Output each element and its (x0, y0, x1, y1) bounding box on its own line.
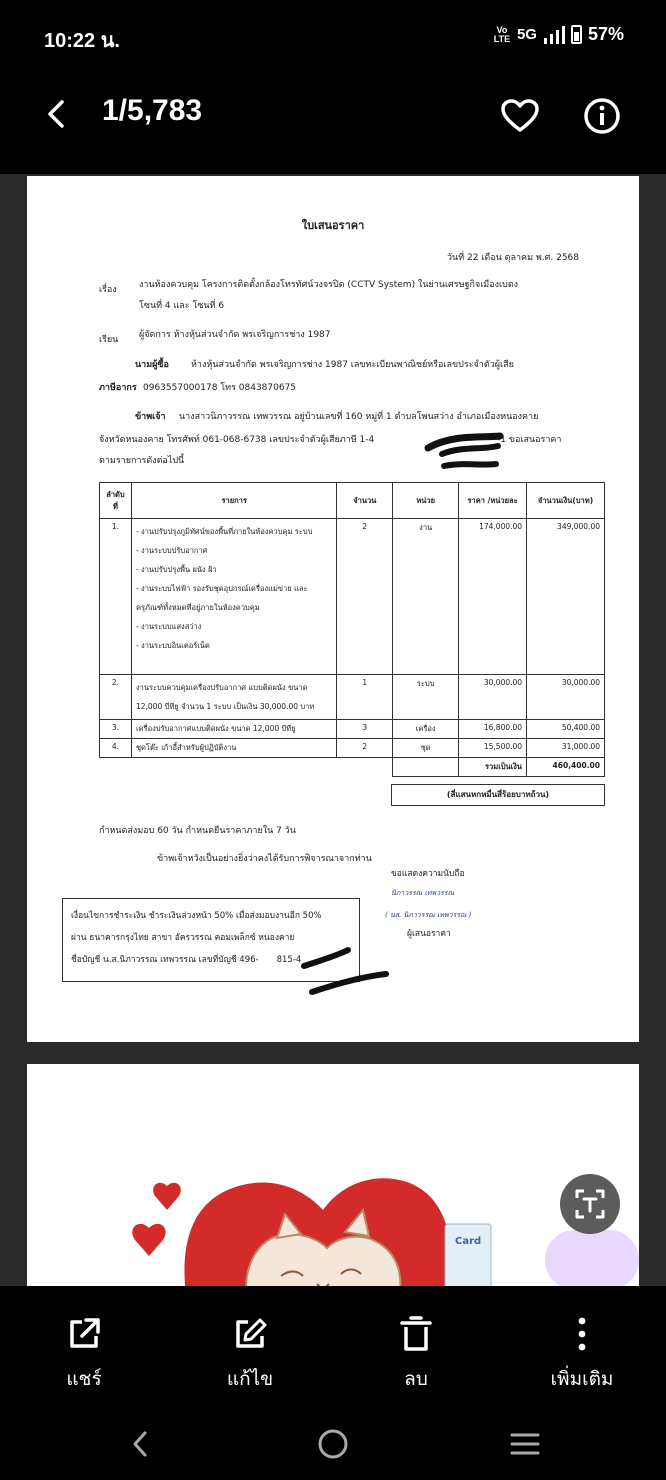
share-icon (66, 1316, 102, 1352)
seller-label: ข้าพเจ้า (135, 412, 166, 422)
closing-hope: ข้าพเจ้าหวังเป็นอย่างยิ่งว่าคงได้รับการพิจารณาจากท่าน (157, 854, 372, 864)
cell-desc: งานระบบควบคุมเครื่องปรับอากาศ แบบติดผนัง ขนาด 12,000 บีทียู จำนวน 1 ระบบ เป็นเงิน 30,000.00 บาท (131, 675, 336, 720)
cell-desc: เครื่องปรับอากาศแบบติดผนัง ขนาด 12,000 บีทียู (131, 720, 336, 739)
battery-level: 57% (587, 24, 624, 44)
cell-qty: 2 (337, 519, 393, 675)
document-page (27, 176, 639, 1042)
table-row (100, 720, 605, 739)
cell-no: 3. (100, 720, 132, 739)
cell-amount: 30,000.00 (527, 675, 605, 720)
cell-no: 2. (100, 675, 132, 720)
viewer-header (0, 76, 666, 174)
cell-no: 4. (100, 739, 132, 758)
total-value: 460,400.00 (527, 758, 605, 777)
doc-date: วันที่ 22 เดือน ตุลาคม พ.ศ. 2568 (446, 253, 579, 263)
cell-qty: 1 (337, 675, 393, 720)
payment-line-3-tail: 815-4 (276, 955, 302, 965)
buyer-line-1: ห้างหุ้นส่วนจำกัด พรเจริญการช่าง 1987 เลขทะเบียนพาณิชย์หรือเลขประจำตัวผู้เสีย (191, 360, 514, 370)
table-row (100, 675, 605, 720)
info-icon (580, 94, 624, 138)
regards-text: ขอแสดงความนับถือ (391, 869, 465, 879)
subject-line-1: งานห้องควบคุม โครงการติดตั้งกล้องโทรทัศน์วงจรปิด (CCTV System) ในย่านเศรษฐกิจเมืองเบตง (139, 280, 519, 290)
subject-label: เรื่อง (99, 285, 117, 295)
favorite-button[interactable] (498, 94, 542, 138)
more-icon (576, 1316, 588, 1352)
cell-unit: งาน (393, 519, 459, 675)
cell-unit: ระบบ (393, 675, 459, 720)
buyer-label: นามผู้ซื้อ (135, 360, 169, 370)
signature: นิภาวรรณ เทพวรรณ (391, 889, 455, 897)
text-extract-button[interactable] (560, 1174, 620, 1234)
cell-price: 30,000.00 (459, 675, 527, 720)
nav-recents-button[interactable] (505, 1424, 545, 1464)
text-scan-icon (574, 1188, 606, 1220)
more-button[interactable] (522, 1314, 642, 1394)
heart-icon (498, 94, 542, 138)
payment-line-2: ผ่าน ธนาคารกรุงไทย สาขา อัครวรรณ คอมเพล็กซ์ หนองคาย (71, 933, 295, 943)
cell-unit: เครื่อง (393, 720, 459, 739)
system-navigation-bar (0, 1402, 666, 1480)
nav-home-icon (317, 1428, 349, 1460)
subject-line-2: โซนที่ 4 และ โซนที่ 6 (139, 301, 225, 311)
nav-back-icon (130, 1430, 150, 1458)
more-label: เพิ่มเติม (550, 1368, 614, 1390)
table-row (100, 739, 605, 758)
battery-icon (571, 25, 582, 44)
assistant-fab[interactable] (545, 1230, 639, 1286)
seller-line-3: ตามรายการดังต่อไปนี้ (99, 456, 185, 466)
th-price: ราคา /หน่วยละ (459, 483, 527, 519)
cell-amount: 349,000.00 (527, 519, 605, 675)
signer-title: ผู้เสนอราคา (407, 929, 451, 939)
nav-home-button[interactable] (313, 1424, 353, 1464)
delete-label: ลบ (404, 1368, 428, 1390)
th-unit: หน่วย (393, 483, 459, 519)
th-qty: จำนวน (337, 483, 393, 519)
to-text: ผู้จัดการ ห้างหุ้นส่วนจำกัด พรเจริญการช่าง 1987 (139, 330, 331, 340)
total-row (100, 758, 605, 777)
nav-recents-icon (509, 1430, 541, 1458)
edit-button[interactable] (190, 1314, 310, 1394)
total-label: รวมเป็นเงิน (459, 758, 527, 777)
image-counter: 1/5,783 (102, 94, 203, 127)
share-button[interactable] (24, 1314, 144, 1394)
status-time: 10:22 น. (44, 30, 120, 52)
cell-price: 15,500.00 (459, 739, 527, 758)
network-type: 5G (516, 26, 537, 43)
buyer-line-2: 0963557000178 โทร 0843870675 (143, 383, 297, 393)
edit-label: แก้ไข (226, 1368, 274, 1390)
status-icons (493, 24, 624, 45)
delete-button[interactable] (356, 1314, 476, 1394)
share-label: แชร์ (66, 1368, 102, 1390)
cell-qty: 3 (337, 720, 393, 739)
nav-back-button[interactable] (120, 1424, 160, 1464)
info-button[interactable] (580, 94, 624, 138)
payment-line-1: เงื่อนไขการชำระเงิน ชำระเงินล่วงหน้า 50% เมื่อส่งมอบงานอีก 50% (71, 911, 322, 921)
total-in-words: (สี่แสนหกหมื่นสี่ร้อยบาทถ้วน) (391, 784, 605, 806)
chevron-left-icon (44, 99, 68, 129)
th-amount: จำนวนเงิน(บาท) (527, 483, 605, 519)
signal-icon (543, 26, 565, 44)
seller-line-1: นางสาวนิภาวรรณ เทพวรรณ อยู่บ้านเลขที่ 160 หมู่ที่ 1 ตำบลโพนสว่าง อำเภอเมืองหนองคาย (179, 412, 539, 422)
image-viewer[interactable] (0, 174, 666, 1286)
th-item: รายการ (131, 483, 336, 519)
cell-amount: 50,400.00 (527, 720, 605, 739)
edit-icon (232, 1316, 268, 1352)
volte-icon: Vo LTE (493, 24, 511, 44)
to-label: เรียน (99, 335, 119, 345)
cell-unit: ชุด (393, 739, 459, 758)
back-button[interactable] (36, 94, 76, 134)
table-row (100, 519, 605, 675)
redaction-scribble-tax (422, 428, 512, 472)
cell-qty: 2 (337, 739, 393, 758)
status-bar (0, 0, 666, 76)
cell-amount: 31,000.00 (527, 739, 605, 758)
card-text: Card (455, 1236, 482, 1247)
payment-line-3: ชื่อบัญชี น.ส.นิภาวรรณ เทพวรรณ เลขที่บัญชี 496- (71, 955, 259, 965)
doc-title: ใบเสนอราคา (301, 219, 365, 232)
bottom-action-bar (0, 1286, 666, 1402)
cell-desc: ชุดโต๊ะ เก้าอี้สำหรับผู้ปฏิบัติงาน (131, 739, 336, 758)
th-no: ลำดับ ที่ (100, 483, 132, 519)
cell-price: 174,000.00 (459, 519, 527, 675)
seller-line-2: จังหวัดหนองคาย โทรศัพท์ 061-068-6738 เลขประจำตัวผู้เสียภาษี 1-4 (99, 435, 375, 445)
signature-paren: ( นส. นิภาวรรณ เทพวรรณ ) (385, 911, 472, 919)
delete-icon (398, 1315, 434, 1353)
cell-desc: - งานปรับปรุงภูมิทัศน์ของพื้นที่ภายในห้องควบคุม ระบบ - งานระบบปรับอากาศ - งานปรับปรุงพื้น ผนัง ฝ้า - งานระบบไฟฟ้า รองรับชุดอุปกรณ์เครื่องแม่ข่าย และครุภัณฑ์ทั้งหมดที่อยู่ภายในห้องควบคุม - งานระบบแสงสว่าง - งานระบบอินเตอร์เน็ต (131, 519, 336, 675)
redaction-scribble-account (282, 936, 402, 1006)
quotation-table (99, 482, 605, 777)
cell-no: 1. (100, 519, 132, 675)
seller-line-2-tail: -1 ขอเสนอราคา (497, 435, 562, 445)
buyer-tax-label: ภาษีอากร (99, 383, 137, 393)
delivery-terms: กำหนดส่งมอบ 60 วัน กำหนดยืนราคาภายใน 7 วัน (99, 826, 296, 836)
cell-price: 16,800.00 (459, 720, 527, 739)
